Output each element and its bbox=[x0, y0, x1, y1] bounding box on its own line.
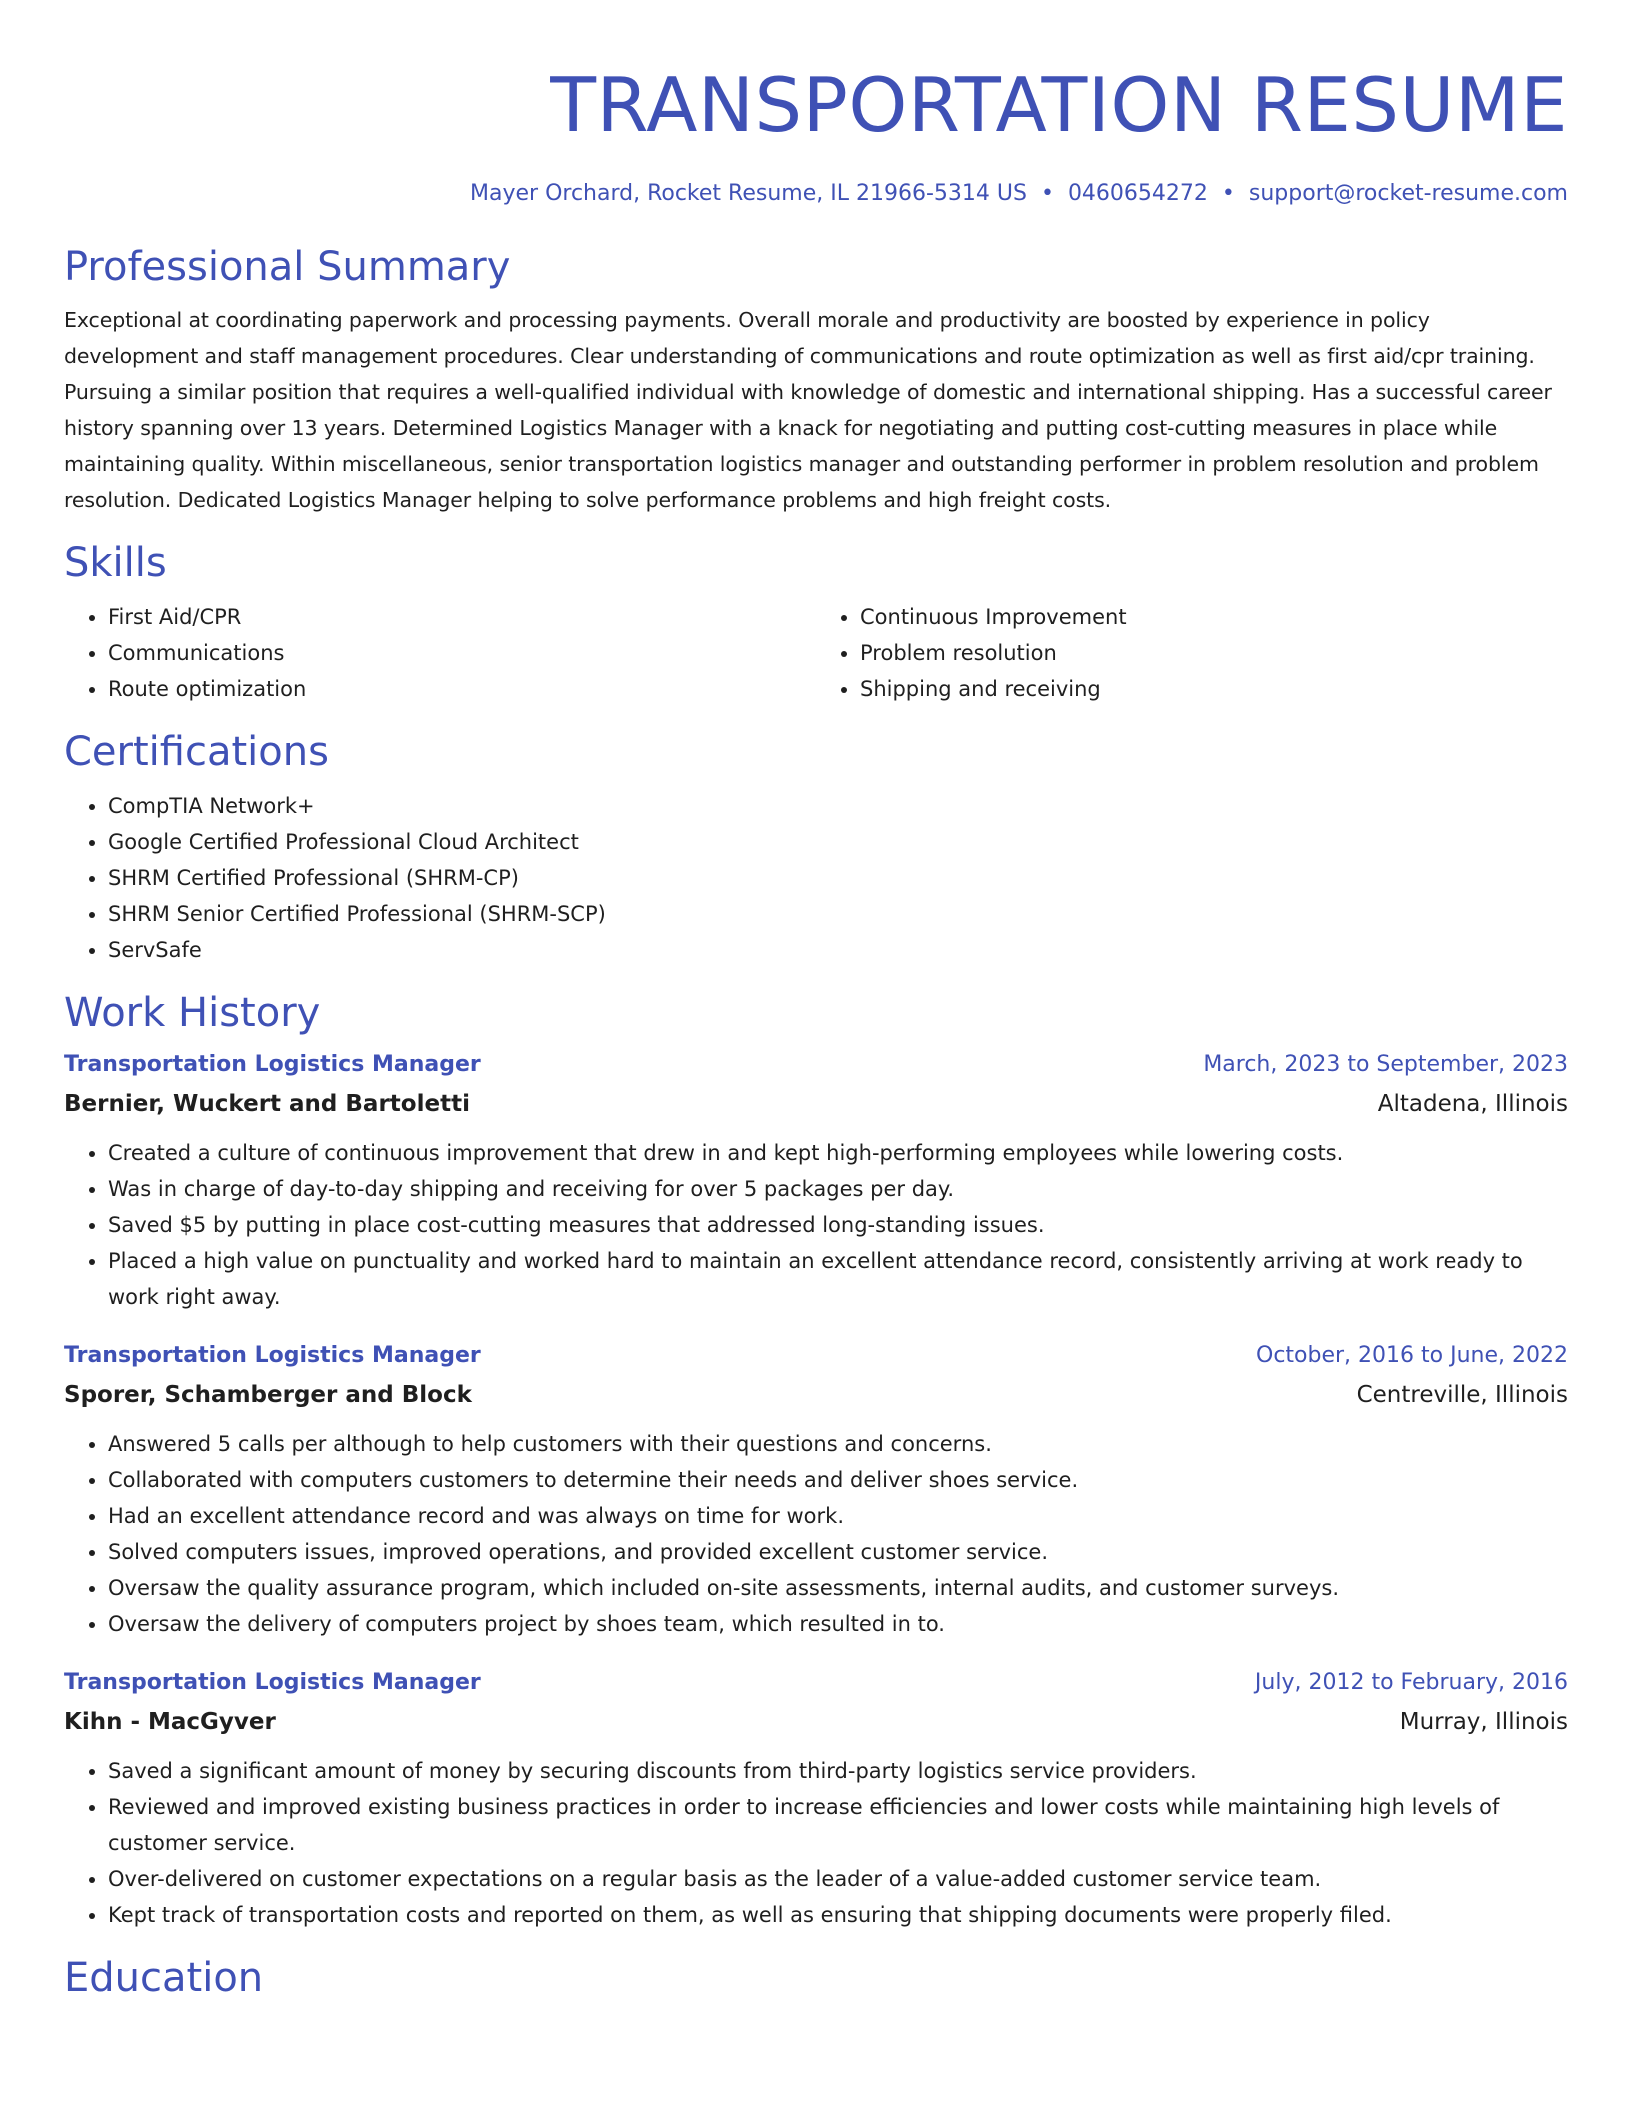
skill-item: • Shipping and receiving bbox=[860, 671, 1568, 707]
job-company: Bernier, Wuckert and Bartoletti bbox=[64, 1091, 470, 1117]
job-bullets bbox=[64, 1426, 1568, 1642]
job-bullet: • Kept track of transportation costs and reported on them, as well as ensuring that shipping documents were properly filed. bbox=[108, 1897, 1568, 1933]
job-location: Centreville, Illinois bbox=[1356, 1382, 1568, 1408]
certifications-list bbox=[64, 788, 1568, 968]
contact-email[interactable]: support@rocket-resume.com bbox=[1248, 181, 1568, 206]
job-dates: July, 2012 to February, 2016 bbox=[1254, 1670, 1568, 1695]
certification-item: • SHRM Certified Professional (SHRM-CP) bbox=[108, 860, 1568, 896]
job-title: Transportation Logistics Manager bbox=[64, 1343, 481, 1368]
summary-text: Exceptional at coordinating paperwork and processing payments. Overall morale and productivity are boosted by experience in policy development and staff management procedures. Clear understanding of communications and route optimization as well as first aid/cpr training. Pursuing a similar position that requires a well-qualified individual with knowledge of domestic and international shipping. Has a successful career history spanning over 13 years. Determined Logistics Manager with a knack for negotiating and putting cost-cutting measures in place while maintaining quality. Within miscellaneous, senior transportation logistics manager and outstanding performer in problem resolution and problem resolution. Dedicated Logistics Manager helping to solve performance problems and high freight costs. bbox=[64, 308, 1552, 512]
job-title: Transportation Logistics Manager bbox=[64, 1052, 481, 1077]
job-bullet: • Saved a significant amount of money by securing discounts from third-party logistics service providers. bbox=[108, 1753, 1568, 1789]
contact-address: Mayer Orchard, Rocket Resume, IL 21966-5314 US bbox=[470, 181, 1027, 206]
job-dates: March, 2023 to September, 2023 bbox=[1203, 1052, 1568, 1077]
skill-item: • First Aid/CPR bbox=[108, 599, 816, 635]
job-bullet: • Collaborated with computers customers to determine their needs and deliver shoes service. bbox=[108, 1462, 1568, 1498]
work-history-heading: Work History bbox=[64, 990, 321, 1036]
job-entry bbox=[64, 1046, 1568, 1315]
job-company: Kihn - MacGyver bbox=[64, 1709, 276, 1735]
job-title: Transportation Logistics Manager bbox=[64, 1670, 481, 1695]
job-bullet: • Oversaw the quality assurance program, which included on-site assessments, internal audits, and customer surveys. bbox=[108, 1570, 1568, 1606]
skill-item: • Continuous Improvement bbox=[860, 599, 1568, 635]
contact-line bbox=[64, 181, 1568, 206]
resume-title: TRANSPORTATION RESUME bbox=[550, 61, 1568, 149]
certification-item: • ServSafe bbox=[108, 932, 1568, 968]
job-bullet: • Oversaw the delivery of computers project by shoes team, which resulted in to. bbox=[108, 1606, 1568, 1642]
job-bullet: • Answered 5 calls per although to help customers with their questions and concerns. bbox=[108, 1426, 1568, 1462]
contact-separator: • bbox=[1040, 181, 1054, 206]
certification-item: • SHRM Senior Certified Professional (SHRM-SCP) bbox=[108, 896, 1568, 932]
job-bullet: • Was in charge of day-to-day shipping and receiving for over 5 packages per day. bbox=[108, 1171, 1568, 1207]
job-location: Murray, Illinois bbox=[1399, 1709, 1568, 1735]
contact-separator: • bbox=[1221, 181, 1235, 206]
job-bullet: • Saved $5 by putting in place cost-cutting measures that addressed long-standing issues. bbox=[108, 1207, 1568, 1243]
education-heading: Education bbox=[64, 1955, 264, 2001]
skill-item: • Route optimization bbox=[108, 671, 816, 707]
job-entry bbox=[64, 1664, 1568, 1933]
skills-column-right bbox=[816, 599, 1568, 707]
job-bullet: • Had an excellent attendance record and was always on time for work. bbox=[108, 1498, 1568, 1534]
job-employer bbox=[64, 1375, 1568, 1415]
job-bullet: • Created a culture of continuous improvement that drew in and kept high-performing employees while lowering costs. bbox=[108, 1135, 1568, 1171]
skills-column-left bbox=[64, 599, 816, 707]
job-header bbox=[64, 1337, 1568, 1375]
job-entry bbox=[64, 1337, 1568, 1642]
skills-list bbox=[64, 599, 1568, 707]
job-bullet: • Over-delivered on customer expectations on a regular basis as the leader of a value-added customer service team. bbox=[108, 1861, 1568, 1897]
job-bullet: • Solved computers issues, improved operations, and provided excellent customer service. bbox=[108, 1534, 1568, 1570]
job-bullet: • Reviewed and improved existing business practices in order to increase efficiencies and lower costs while maintaining high levels of customer service. bbox=[108, 1789, 1568, 1861]
job-location: Altadena, Illinois bbox=[1377, 1091, 1568, 1117]
job-dates: October, 2016 to June, 2022 bbox=[1256, 1343, 1568, 1368]
certification-item: • Google Certified Professional Cloud Architect bbox=[108, 824, 1568, 860]
job-employer bbox=[64, 1084, 1568, 1124]
skills-heading: Skills bbox=[64, 540, 167, 586]
certification-item: • CompTIA Network+ bbox=[108, 788, 1568, 824]
job-header bbox=[64, 1664, 1568, 1702]
job-bullets bbox=[64, 1753, 1568, 1933]
certifications-heading: Certifications bbox=[64, 729, 329, 775]
job-bullets bbox=[64, 1135, 1568, 1315]
job-employer bbox=[64, 1702, 1568, 1742]
job-bullet: • Placed a high value on punctuality and worked hard to maintain an excellent attendance record, consistently arriving at work ready to work right away. bbox=[108, 1243, 1568, 1315]
skill-item: • Problem resolution bbox=[860, 635, 1568, 671]
job-company: Sporer, Schamberger and Block bbox=[64, 1382, 472, 1408]
contact-phone: 0460654272 bbox=[1067, 181, 1208, 206]
skill-item: • Communications bbox=[108, 635, 816, 671]
job-header bbox=[64, 1046, 1568, 1084]
summary-heading: Professional Summary bbox=[64, 244, 511, 290]
